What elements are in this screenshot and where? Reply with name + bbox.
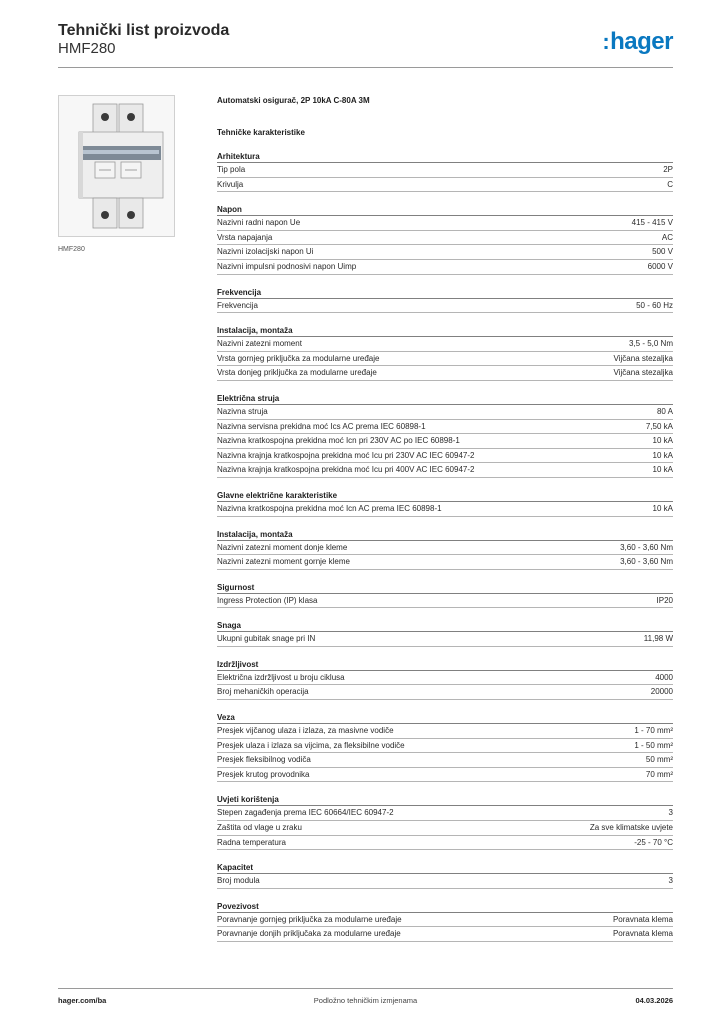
spec-value: -25 - 70 °C	[634, 837, 673, 847]
spec-label: Broj mehaničkih operacija	[217, 687, 309, 697]
spec-value: IP20	[656, 595, 673, 605]
section-heading: Frekvencija	[217, 287, 673, 299]
spec-value: 2P	[663, 165, 673, 174]
spec-value: 6000 V	[647, 261, 673, 271]
section-heading: Napon	[217, 204, 673, 216]
spec-section	[217, 529, 673, 570]
spec-section	[217, 620, 673, 647]
spec-row	[217, 245, 673, 260]
spec-row	[217, 671, 673, 686]
spec-label: Stepen zagađenja prema IEC 60664/IEC 60947-2	[217, 808, 394, 818]
spec-section	[217, 204, 673, 274]
spec-label: Nazivna kratkospojna prekidna moć Icn AC prema IEC 60898-1	[217, 503, 442, 513]
section-heading: Izdržljivost	[217, 659, 673, 671]
spec-section	[217, 490, 673, 517]
spec-row	[217, 463, 673, 478]
spec-value: Poravnata klema	[612, 929, 673, 939]
spec-row	[217, 420, 673, 435]
spec-label: Poravnanje donjih priključaka za modularne uređaje	[217, 929, 401, 939]
spec-label: Vrsta donjeg priključka za modularne uređaje	[217, 368, 377, 378]
spec-label: Ingress Protection (IP) klasa	[217, 595, 318, 605]
spec-value: 1 - 70 mm²	[634, 726, 673, 736]
spec-label: Električna izdržljivost u broju ciklusa	[217, 672, 345, 682]
spec-row	[217, 685, 673, 700]
spec-label: Nazivni zatezni moment gornje kleme	[217, 557, 350, 567]
footer-disclaimer: Podložno tehničkim izmjenama	[313, 996, 418, 1005]
spec-value: 7,50 kA	[645, 421, 673, 431]
spec-label: Nazivni zatezni moment	[217, 339, 302, 349]
hager-logo: :hager	[602, 28, 673, 55]
section-heading: Snaga	[217, 620, 673, 632]
image-caption: HMF280	[58, 246, 85, 253]
spec-value: 415 - 415 V	[631, 218, 673, 228]
section-heading: Instalacija, montaža	[217, 529, 673, 541]
spec-label: Presjek fleksibilnog vodiča	[217, 755, 311, 765]
product-code: HMF280	[58, 40, 116, 57]
spec-row	[217, 216, 673, 231]
section-heading: Sigurnost	[217, 582, 673, 594]
spec-row	[217, 352, 673, 367]
spec-row	[217, 753, 673, 768]
spec-section	[217, 582, 673, 609]
footer-date: 04.03.2026	[635, 996, 673, 1005]
spec-row	[217, 821, 673, 836]
spec-section	[217, 901, 673, 942]
spec-row	[217, 541, 673, 556]
spec-label: Tip pola	[217, 165, 246, 174]
spec-value: 3	[668, 876, 673, 886]
spec-section	[217, 862, 673, 889]
spec-section	[217, 794, 673, 850]
spec-label: Nazivna krajnja kratkospojna prekidna moć Icu pri 230V AC IEC 60947-2	[217, 450, 475, 460]
spec-value: AC	[661, 232, 673, 242]
section-heading: Uvjeti korištenja	[217, 794, 673, 806]
spec-row	[217, 806, 673, 821]
spec-row	[217, 594, 673, 609]
spec-section	[217, 325, 673, 381]
spec-label: Zaštita od vlage u zraku	[217, 823, 302, 833]
circuit-breaker-illustration	[59, 96, 174, 236]
spec-row	[217, 502, 673, 517]
spec-row	[217, 178, 673, 193]
spec-value: 3,5 - 5,0 Nm	[628, 339, 673, 349]
spec-label: Nazivna krajnja kratkospojna prekidna moć Icu pri 400V AC IEC 60947-2	[217, 465, 475, 475]
spec-label: Nazivni izolacijski napon Ui	[217, 247, 314, 257]
spec-value: 3,60 - 3,60 Nm	[620, 557, 673, 567]
spec-label: Poravnanje gornjeg priključka za modularne uređaje	[217, 914, 402, 924]
spec-value: 4000	[655, 672, 673, 682]
spec-label: Nazivna kratkospojna prekidna moć Icn pri 230V AC po IEC 60898-1	[217, 436, 460, 446]
spec-row	[217, 366, 673, 381]
spec-row	[217, 449, 673, 464]
spec-row	[217, 260, 673, 275]
page-header	[58, 22, 673, 66]
footer-website: hager.com/ba	[58, 996, 107, 1005]
section-heading: Veza	[217, 712, 673, 724]
spec-section	[217, 659, 673, 700]
header-divider	[58, 67, 673, 68]
section-heading: Glavne električne karakteristike	[217, 490, 673, 502]
section-heading: Instalacija, montaža	[217, 325, 673, 337]
spec-row	[217, 927, 673, 942]
spec-value: 10 kA	[652, 436, 673, 446]
section-heading: Električna struja	[217, 393, 673, 405]
spec-row	[217, 724, 673, 739]
spec-value: 10 kA	[652, 450, 673, 460]
spec-label: Vrsta napajanja	[217, 232, 273, 242]
spec-label: Krivulja	[217, 179, 244, 189]
spec-label: Ukupni gubitak snage pri IN	[217, 634, 316, 644]
spec-value: 3,60 - 3,60 Nm	[620, 542, 673, 552]
technical-characteristics-heading: Tehničke karakteristike	[217, 128, 305, 137]
footer-divider	[58, 988, 673, 989]
spec-row	[217, 874, 673, 889]
spec-row	[217, 739, 673, 754]
spec-label: Nazivni impulsni podnosivi napon Uimp	[217, 261, 357, 271]
spec-row	[217, 299, 673, 314]
spec-value: 11,98 W	[643, 634, 673, 644]
spec-value: 10 kA	[652, 503, 673, 513]
spec-label: Broj modula	[217, 876, 260, 886]
spec-row	[217, 231, 673, 246]
spec-label: Vrsta gornjeg priključka za modularne uređaje	[217, 353, 380, 363]
spec-value: Poravnata klema	[612, 914, 673, 924]
spec-label: Radna temperatura	[217, 837, 286, 847]
spec-section	[217, 151, 673, 192]
spec-value: 20000	[650, 687, 673, 697]
specification-content	[217, 96, 673, 942]
spec-row	[217, 405, 673, 420]
spec-value: 1 - 50 mm²	[634, 740, 673, 750]
spec-value: 500 V	[652, 247, 673, 257]
document-title: Tehnički list proizvoda	[58, 22, 230, 39]
spec-section	[217, 712, 673, 782]
spec-value: 50 - 60 Hz	[636, 300, 673, 310]
spec-label: Presjek ulaza i izlaza sa vijcima, za fleksibilne vodiče	[217, 740, 405, 750]
spec-label: Presjek vijčanog ulaza i izlaza, za masivne vodiče	[217, 726, 394, 736]
spec-row	[217, 434, 673, 449]
spec-value: C	[667, 179, 673, 189]
spec-value: 80 A	[656, 406, 673, 416]
section-heading: Povezivost	[217, 901, 673, 913]
spec-section	[217, 287, 673, 314]
spec-label: Nazivni zatezni moment donje kleme	[217, 542, 348, 552]
spec-label: Nazivni radni napon Ue	[217, 218, 301, 228]
section-heading: Arhitektura	[217, 151, 673, 163]
spec-row	[217, 555, 673, 570]
spec-row	[217, 632, 673, 647]
product-image	[58, 95, 175, 237]
spec-label: Frekvencija	[217, 300, 258, 310]
product-name: Automatski osigurač, 2P 10kA C-80A 3M	[217, 96, 370, 105]
spec-value: 50 mm²	[645, 755, 673, 765]
spec-sections	[217, 151, 673, 942]
spec-label: Nazivna servisna prekidna moć Ics AC prema IEC 60898-1	[217, 421, 426, 431]
spec-label: Nazivna struja	[217, 406, 268, 416]
spec-value: Vijčana stezaljka	[613, 368, 673, 378]
spec-value: Za sve klimatske uvjete	[589, 823, 673, 833]
spec-value: 70 mm²	[645, 769, 673, 779]
spec-row	[217, 337, 673, 352]
page-footer	[58, 996, 673, 1008]
section-heading: Kapacitet	[217, 862, 673, 874]
spec-section	[217, 393, 673, 478]
spec-row	[217, 768, 673, 783]
spec-row	[217, 913, 673, 928]
spec-value: 10 kA	[652, 465, 673, 475]
spec-row	[217, 163, 673, 178]
spec-value: Vijčana stezaljka	[613, 353, 673, 363]
spec-value: 3	[668, 808, 673, 818]
spec-row	[217, 836, 673, 851]
spec-label: Presjek krutog provodnika	[217, 769, 310, 779]
